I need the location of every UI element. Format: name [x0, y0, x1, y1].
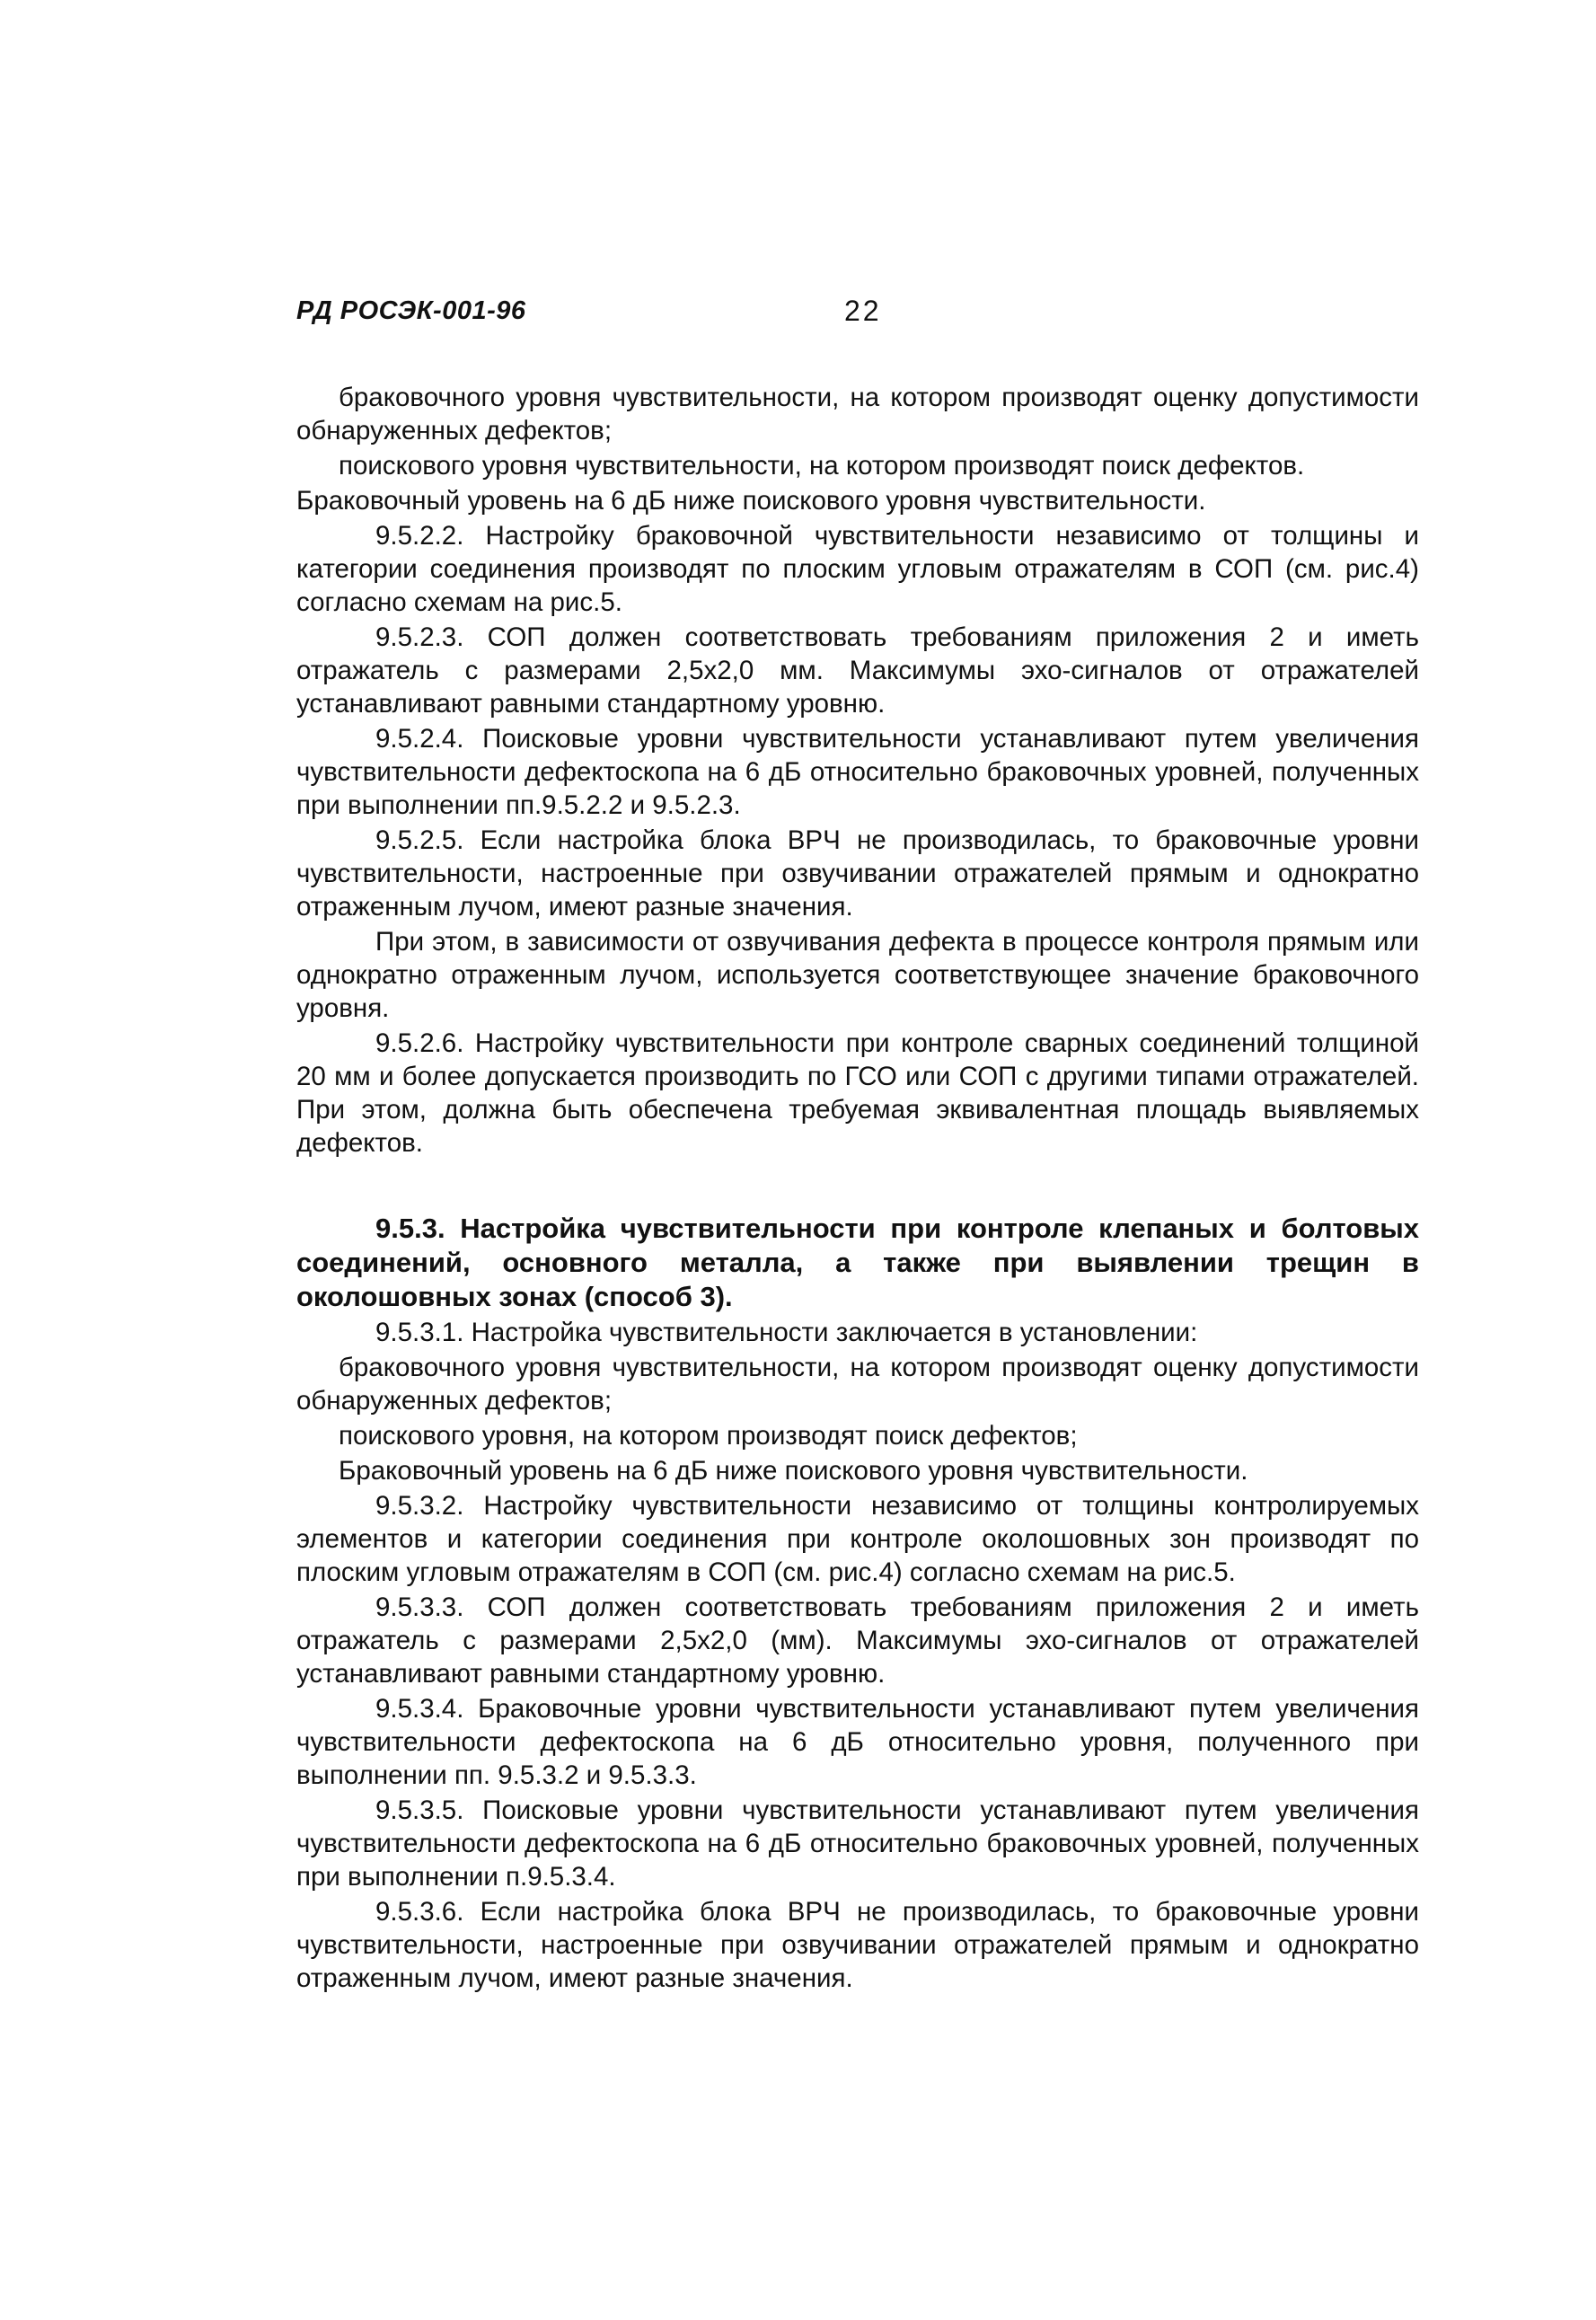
paragraph: 9.5.3.2. Настройку чувствительности независимо от толщины контролируемых элементов и категории соединения при контроле околошовных зон производят по плоским угловым отражателям в СОП (см. рис.4) согласно схемам на рис.5. [296, 1491, 1419, 1587]
page-header [296, 296, 1419, 332]
paragraph: 9.5.3.6. Если настройка блока ВРЧ не производилась, то браковочные уровни чувствительности, настроенные при озвучивании отражателей прямым и однократно отраженным лучом, имеют разные значения. [296, 1897, 1419, 1993]
paragraph: 9.5.2.2. Настройку браковочной чувствительности независимо от толщины и категории соединения производят по плоским угловым отражателям в СОП (см. рис.4) согласно схемам на рис.5. [296, 521, 1419, 617]
paragraph: 9.5.3.4. Браковочные уровни чувствительности устанавливают путем увеличения чувствительности дефектоскопа на 6 дБ относительно уровня, полученного при выполнении пп. 9.5.3.2 и 9.5.3.3. [296, 1694, 1419, 1790]
paragraph: 9.5.3.3. СОП должен соответствовать требованиям приложения 2 и иметь отражатель с размерами 2,5х2,0 (мм). Максимумы эхо-сигналов от отражателей устанавливают равными стандартному уровню. [296, 1592, 1419, 1689]
paragraph: 9.5.2.3. СОП должен соответствовать требованиям приложения 2 и иметь отражатель с размерами 2,5х2,0 мм. Максимумы эхо-сигналов от отражателей устанавливают равными стандартному уровню. [296, 622, 1419, 719]
paragraph: браковочного уровня чувствительности, на котором производят оценку допустимости обнаруженных дефектов; [296, 1353, 1419, 1416]
paragraph: 9.5.2.6. Настройку чувствительности при контроле сварных соединений толщиной 20 мм и более допускается производить по ГСО или СОП с другими типами отражателей. При этом, должна быть обеспечена требуемая эквивалентная площадь выявляемых дефектов. [296, 1028, 1419, 1158]
paragraph: 9.5.3.1. Настройка чувствительности заключается в установлении: [375, 1318, 1198, 1347]
page-number: 22 [844, 295, 882, 327]
paragraph: При этом, в зависимости от озвучивания дефекта в процессе контроля прямым или однократно отраженным лучом, используется соответствующее значение браковочного уровня. [296, 927, 1419, 1023]
paragraph: поискового уровня, на котором производят поиск дефектов; [339, 1421, 1078, 1451]
paragraph: 9.5.2.5. Если настройка блока ВРЧ не производилась, то браковочные уровни чувствительности, настроенные при озвучивании отражателей прямым и однократно отраженным лучом, имеют разные значения. [296, 825, 1419, 922]
paragraph: Браковочный уровень на 6 дБ ниже поискового уровня чувствительности. [296, 486, 1206, 516]
paragraph: поискового уровня чувствительности, на котором производят поиск дефектов. [339, 451, 1305, 481]
paragraph: 9.5.3.5. Поисковые уровни чувствительности устанавливают путем увеличения чувствительности дефектоскопа на 6 дБ относительно браковочных уровней, полученных при выполнении п.9.5.3.4. [296, 1795, 1419, 1892]
paragraph: 9.5.2.4. Поисковые уровни чувствительности устанавливают путем увеличения чувствительности дефектоскопа на 6 дБ относительно браковочных уровней, полученных при выполнении пп.9.5.2.2 и 9.5.2.3. [296, 724, 1419, 820]
paragraph: Браковочный уровень на 6 дБ ниже поискового уровня чувствительности. [339, 1456, 1248, 1486]
document-body [296, 381, 1419, 1997]
section-heading: 9.5.3. Настройка чувствительности при контроле клепаных и болтовых соединений, основного металла, а также при выявлении трещин в околошовных зонах (способ 3). [296, 1213, 1419, 1312]
document-code: РД РОСЭК-001-96 [296, 296, 526, 325]
paragraph: браковочного уровня чувствительности, на котором производят оценку допустимости обнаруженных дефектов; [296, 383, 1419, 445]
